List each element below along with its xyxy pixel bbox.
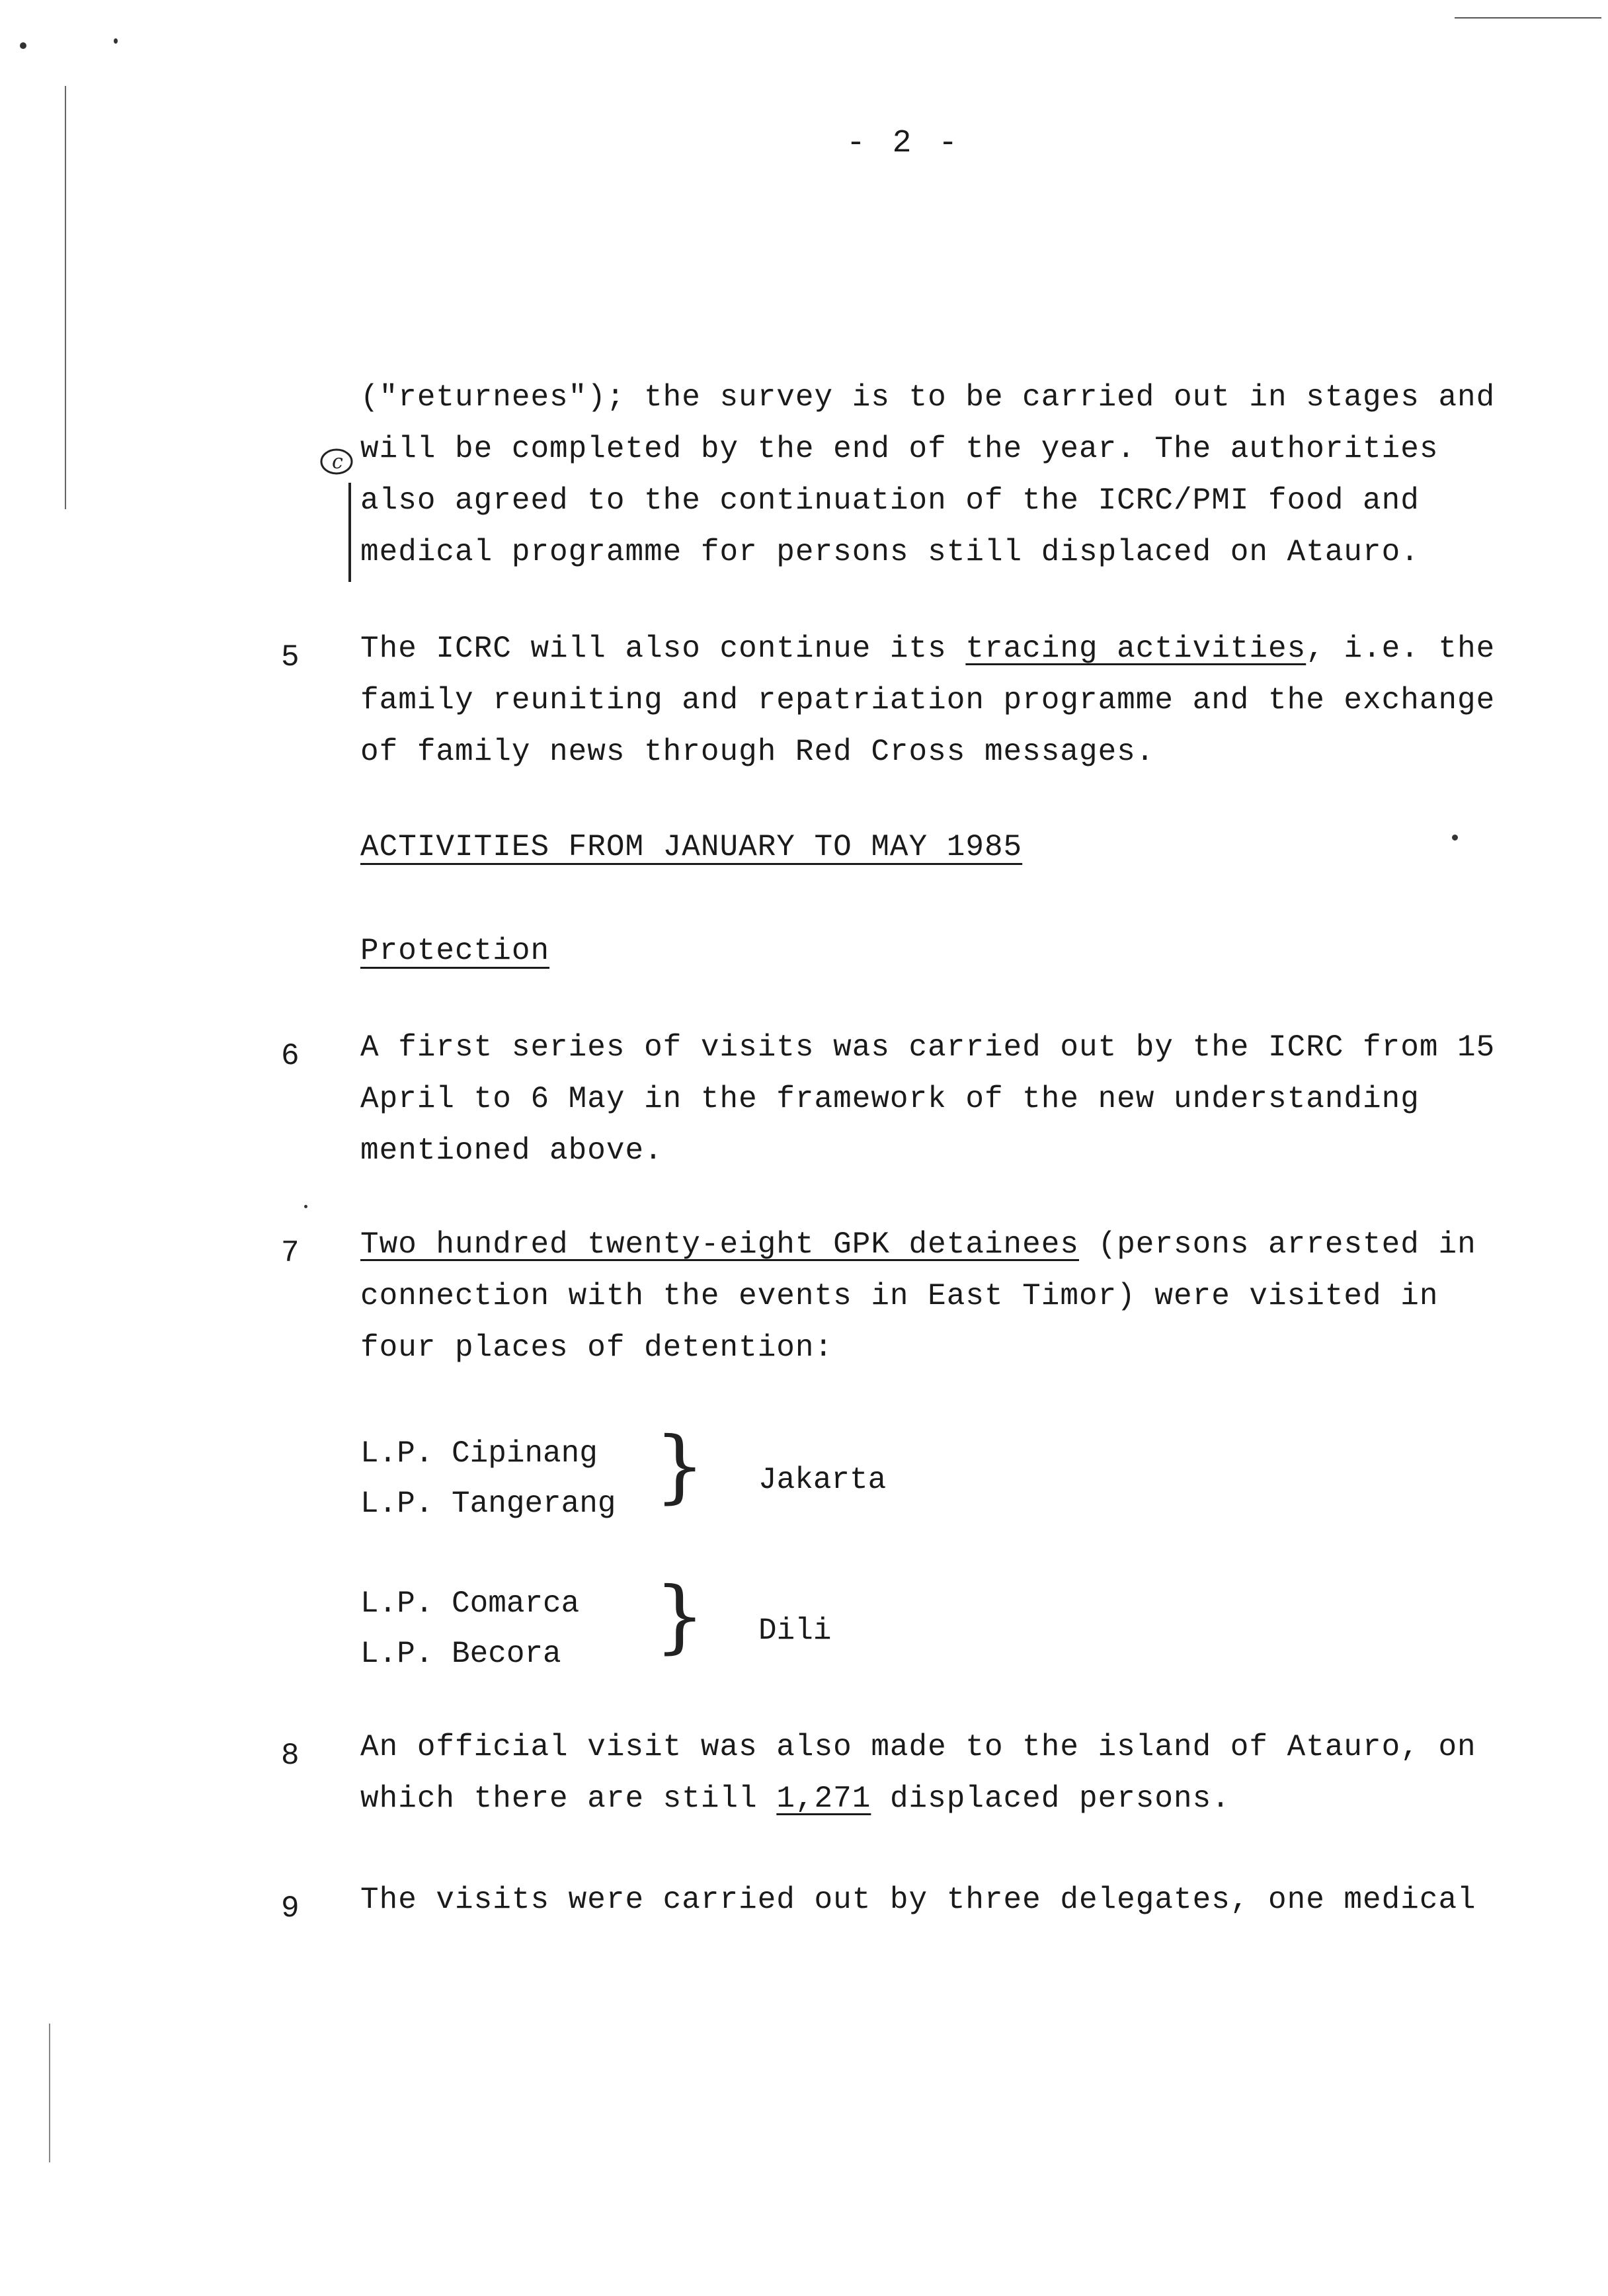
text-run: which there are still	[360, 1782, 777, 1816]
scan-speck	[20, 42, 26, 49]
text-line	[360, 1773, 1577, 1824]
text-line: four places of detention:	[360, 1331, 834, 1365]
city-label: Dili	[758, 1614, 832, 1648]
detention-place: L.P. Cipinang	[360, 1436, 598, 1471]
detention-list-dili	[360, 1578, 579, 1679]
scan-edge-line-lower	[49, 2024, 50, 2162]
scan-speck	[304, 1205, 307, 1208]
paragraph-9	[360, 1874, 1577, 1926]
text-line: connection with the events in East Timor) were visited in	[360, 1279, 1439, 1313]
detention-list-jakarta	[360, 1428, 616, 1529]
paragraph-8	[360, 1721, 1577, 1824]
margin-change-bar	[348, 483, 351, 582]
text-run: The ICRC will also continue its	[360, 632, 966, 666]
paragraph-number: 9	[281, 1891, 300, 1926]
city-label: Jakarta	[758, 1463, 887, 1497]
detention-place: L.P. Becora	[360, 1637, 561, 1671]
paragraph-6	[360, 1022, 1577, 1176]
paragraph-number: 8	[281, 1739, 300, 1773]
underlined-number: 1,271	[776, 1782, 871, 1816]
page-number: - 2 -	[846, 126, 962, 161]
text-line	[360, 1219, 1577, 1270]
section-heading: ACTIVITIES FROM JANUARY TO MAY 1985	[360, 830, 1023, 864]
text-line: mentioned above.	[360, 1133, 663, 1168]
text-run: displaced persons.	[871, 1782, 1230, 1816]
text-line: ("returnees"); the survey is to be carried out in stages and	[360, 380, 1496, 415]
paragraph-number: 6	[281, 1039, 300, 1073]
text-line: family reuniting and repatriation programme and the exchange	[360, 683, 1496, 718]
detention-place: L.P. Tangerang	[360, 1487, 616, 1521]
text-line: The visits were carried out by three delegates, one medical	[360, 1883, 1476, 1917]
text-line: April to 6 May in the framework of the new understanding	[360, 1082, 1420, 1116]
detention-place: L.P. Comarca	[360, 1586, 580, 1621]
scan-edge-line	[65, 86, 66, 509]
scan-speck	[1452, 835, 1458, 840]
grouping-brace: }	[655, 1420, 705, 1512]
continuation-paragraph	[360, 372, 1577, 578]
text-line: also agreed to the continuation of the ICRC/PMI food and	[360, 483, 1420, 518]
text-line: will be completed by the end of the year. The authorities	[360, 432, 1439, 466]
paragraph-7	[360, 1219, 1577, 1374]
paragraph-number: 5	[281, 640, 300, 675]
svg-text:c: c	[332, 450, 343, 473]
text-line: A first series of visits was carried out by the ICRC from 15	[360, 1030, 1496, 1065]
text-run: , i.e. the	[1306, 632, 1496, 666]
paragraph-5	[360, 623, 1577, 778]
text-line: An official visit was also made to the island of Atauro, on	[360, 1730, 1476, 1764]
paragraph-number: 7	[281, 1236, 300, 1270]
grouping-brace: }	[655, 1571, 705, 1662]
underlined-phrase: tracing activities	[965, 632, 1306, 666]
text-run: (persons arrested in	[1078, 1227, 1476, 1262]
text-line: of family news through Red Cross messages.	[360, 735, 1155, 769]
subsection-heading: Protection	[360, 934, 550, 968]
text-line: medical programme for persons still displaced on Atauro.	[360, 535, 1420, 569]
margin-annotation-c	[319, 446, 354, 477]
scan-speck	[114, 38, 118, 44]
underlined-phrase: Two hundred twenty-eight GPK detainees	[360, 1227, 1079, 1262]
scan-top-line	[1455, 17, 1601, 19]
text-line	[360, 623, 1577, 675]
